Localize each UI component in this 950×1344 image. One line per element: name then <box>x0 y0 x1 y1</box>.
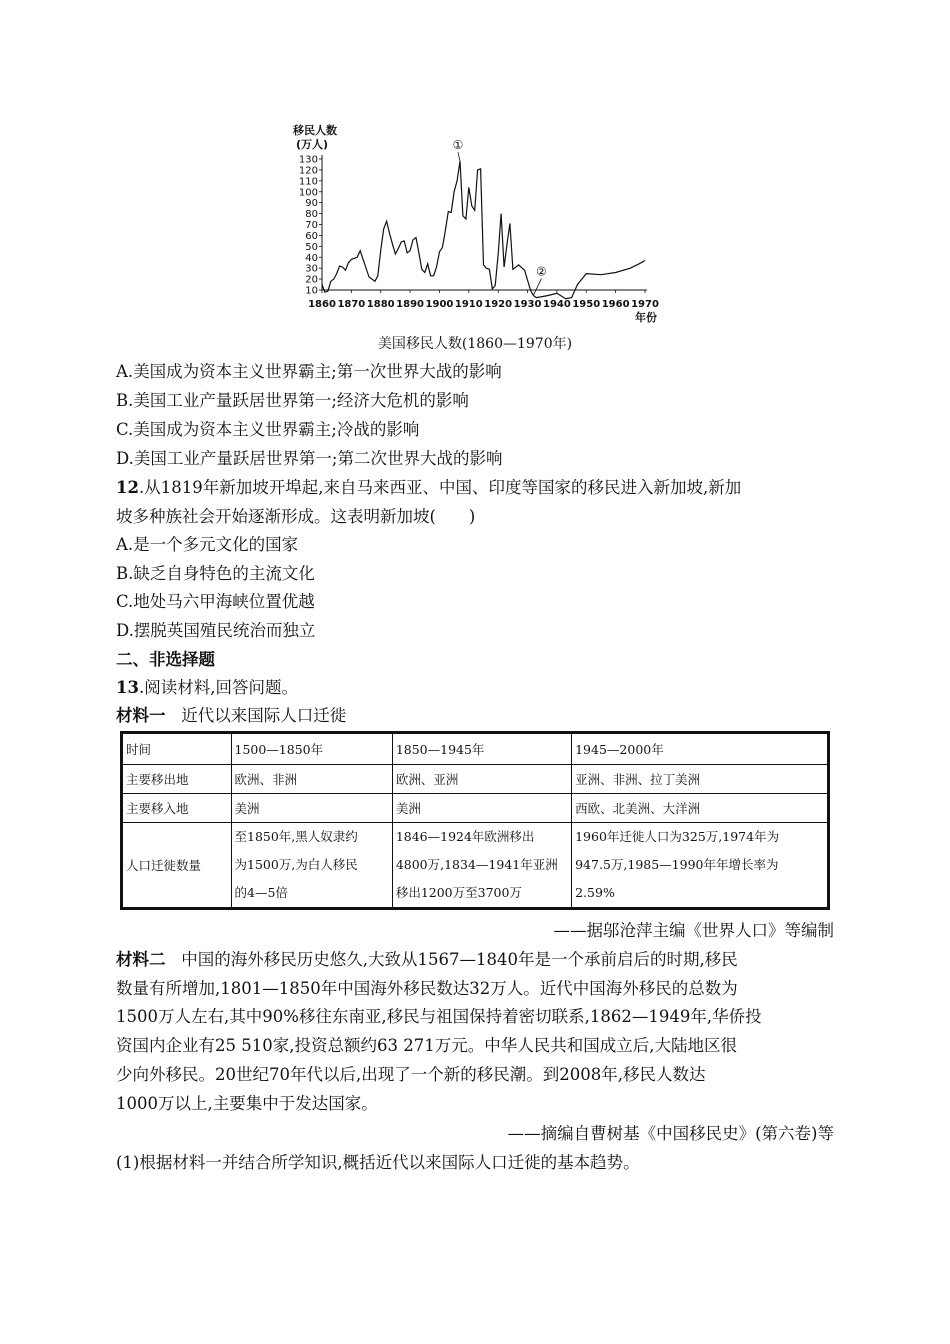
table-header-cell: 1945—2000年 <box>572 733 829 765</box>
y-axis-unit: (万人) <box>296 138 329 151</box>
material2-line: 数量有所增加,1801—1850年中国海外移民数达32万人。近代中国海外移民的总数为 <box>116 978 738 998</box>
cell-line: 1960年迁徙人口为325万,1974年为 <box>575 829 780 844</box>
x-ticks <box>308 290 659 310</box>
x-tick-label: 1880 <box>366 299 395 310</box>
material1-title: 近代以来国际人口迁徙 <box>181 706 347 725</box>
q12-option-a: A.是一个多元文化的国家 <box>116 535 299 554</box>
table-header-cell: 1850—1945年 <box>392 733 571 765</box>
chart-annotations <box>453 138 547 295</box>
material2-line: 资国内企业有25 510家,投资总额约63 271万元。中华人民共和国成立后,大陆地区很 <box>116 1036 737 1056</box>
y-tick-label: 110 <box>298 176 318 188</box>
material2-text: 中国的海外移民历史悠久,大致从1567—1840年是一个承前启后的时期,移民 <box>181 950 738 969</box>
table-cell <box>231 823 392 909</box>
source-citation-1: ——据邬沧萍主编《世界人口》等编制 <box>553 921 834 940</box>
x-tick-label: 1890 <box>396 299 425 310</box>
row-label: 主要移出地 <box>122 765 232 794</box>
x-tick-label: 1860 <box>308 299 336 310</box>
q12-number: 12 <box>116 478 139 497</box>
y-tick-label: 60 <box>305 230 318 242</box>
immigration-line-chart <box>280 118 660 330</box>
annotation-label: ② <box>536 264 547 279</box>
material2-paragraph <box>116 946 836 1118</box>
cell-line: 947.5万,1985—1990年年增长率为 <box>575 857 779 872</box>
table-cell: 西欧、北美洲、大洋洲 <box>572 794 829 823</box>
q11-option-c: C.美国成为资本主义世界霸主;冷战的影响 <box>116 420 420 439</box>
section-heading: 二、非选择题 <box>116 650 215 669</box>
row-label: 人口迁徙数量 <box>122 823 232 909</box>
table-row <box>122 794 829 823</box>
x-tick-label: 1900 <box>425 299 454 310</box>
annotation-leader <box>533 278 541 295</box>
table-cell: 美洲 <box>392 794 571 823</box>
q13-stem-text: .阅读材料,回答问题。 <box>138 678 298 697</box>
chart-axes <box>322 155 647 290</box>
y-tick-label: 40 <box>305 252 318 264</box>
table-header-row <box>122 733 829 765</box>
material2-line: 少向外移民。20世纪70年代以后,出现了一个新的移民潮。到2008年,移民人数达 <box>116 1064 706 1084</box>
x-tick-label: 1930 <box>513 299 542 310</box>
x-tick-label: 1870 <box>337 299 366 310</box>
q11-option-a: A.美国成为资本主义世界霸主;第一次世界大战的影响 <box>116 362 502 381</box>
q12-stem-line1 <box>116 478 741 498</box>
y-tick-label: 50 <box>305 241 318 253</box>
table-cell: 美洲 <box>231 794 392 823</box>
q12-stem-text: .从1819年新加坡开埠起,来自马来西亚、中国、印度等国家的移民进入新加坡,新加 <box>138 478 742 497</box>
cell-line: 4800万,1834—1941年亚洲 <box>395 857 558 872</box>
q12-option-c: C.地处马六甲海峡位置优越 <box>116 592 315 611</box>
table-row <box>122 823 829 909</box>
q13-sub-question-1: (1)根据材料一并结合所学知识,概括近代以来国际人口迁徙的基本趋势。 <box>116 1153 640 1172</box>
x-tick-label: 1910 <box>454 299 483 310</box>
x-tick-label: 1960 <box>601 299 630 310</box>
material1-label: 材料一 <box>116 706 166 725</box>
chart-caption: 美国移民人数(1860—1970年) <box>377 336 573 352</box>
q11-option-b: B.美国工业产量跃居世界第一;经济大危机的影响 <box>116 391 469 410</box>
q13-stem <box>116 678 298 698</box>
source-citation-2: ——摘编自曹树基《中国移民史》(第六卷)等 <box>507 1124 834 1143</box>
migration-table <box>120 731 830 910</box>
table-cell: 欧洲、亚洲 <box>392 765 571 794</box>
y-tick-label: 70 <box>305 220 318 231</box>
y-tick-label: 100 <box>298 187 318 199</box>
material2-line: 1500万人左右,其中90%移往东南亚,移民与祖国保持着密切联系,1862—1949年,华侨投 <box>116 1007 762 1027</box>
material2-line <box>116 946 836 975</box>
material1-heading <box>116 706 346 726</box>
cell-line: 2.59% <box>575 885 615 900</box>
q12-option-d: D.摆脱英国殖民统治而独立 <box>116 621 316 640</box>
y-tick-label: 80 <box>305 209 318 221</box>
material2-label: 材料二 <box>116 950 166 969</box>
y-axis-label: 移民人数 <box>293 124 337 137</box>
table-cell <box>392 823 571 909</box>
q12-stem-line2: 坡多种族社会开始逐渐形成。这表明新加坡( ) <box>116 507 476 526</box>
material2-line: 1000万以上,主要集中于发达国家。 <box>116 1093 378 1113</box>
annotation-leader <box>458 152 460 161</box>
q13-number: 13 <box>116 678 139 697</box>
x-tick-label: 1970 <box>631 299 659 310</box>
y-tick-label: 10 <box>305 285 318 297</box>
y-ticks <box>299 155 322 297</box>
table-header-cell: 1500—1850年 <box>231 733 392 765</box>
y-tick-label: 30 <box>305 263 318 275</box>
table-cell: 欧洲、非洲 <box>231 765 392 794</box>
cell-line: 的4—5倍 <box>234 885 288 900</box>
table-cell: 亚洲、非洲、拉丁美洲 <box>572 765 829 794</box>
y-tick-label: 120 <box>298 165 318 177</box>
q12-option-b: B.缺乏自身特色的主流文化 <box>116 564 315 583</box>
x-tick-label: 1940 <box>542 299 571 310</box>
q11-option-d: D.美国工业产量跃居世界第一;第二次世界大战的影响 <box>116 449 503 468</box>
table-header-cell: 时间 <box>122 733 232 765</box>
cell-line: 1846—1924年欧洲移出 <box>395 829 535 844</box>
x-tick-label: 1920 <box>484 299 513 310</box>
x-axis-label: 年份 <box>635 311 657 324</box>
annotation-label: ① <box>452 138 464 153</box>
row-label: 主要移入地 <box>122 794 232 823</box>
cell-line: 移出1200万至3700万 <box>395 885 522 900</box>
table-cell <box>572 823 829 909</box>
cell-line: 至1850年,黑人奴隶约 <box>234 829 358 844</box>
y-tick-label: 90 <box>305 198 318 210</box>
table-row <box>122 765 829 794</box>
cell-line: 为1500万,为白人移民 <box>234 857 358 872</box>
x-tick-label: 1950 <box>572 299 601 310</box>
series-line <box>322 161 645 299</box>
y-tick-label: 20 <box>305 274 318 286</box>
y-tick-label: 130 <box>298 154 318 166</box>
